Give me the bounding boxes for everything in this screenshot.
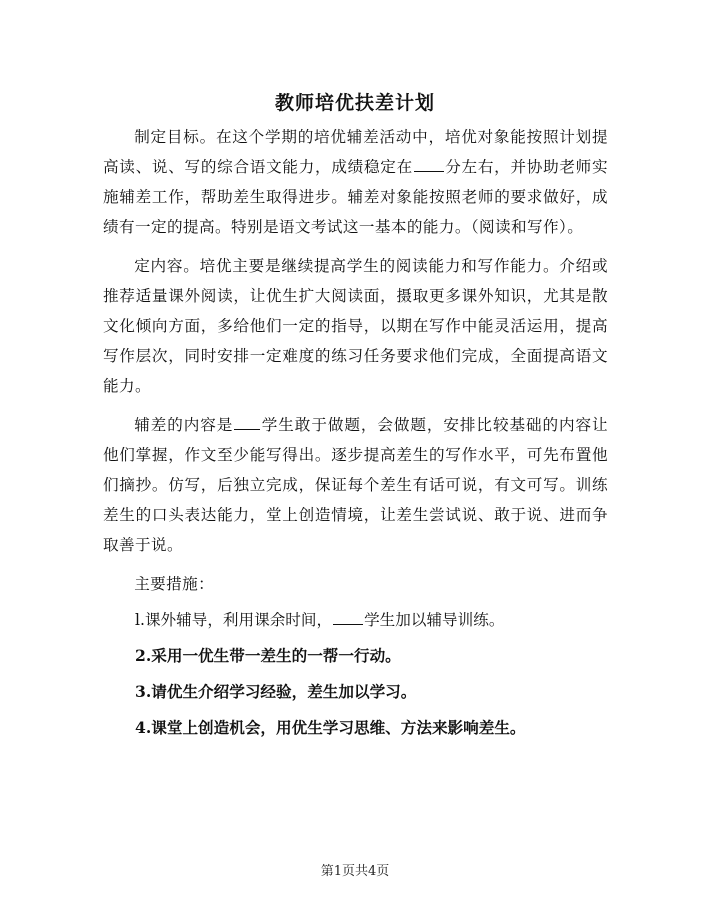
paragraph-remedial: [103, 410, 608, 560]
fill-in-blank: [333, 623, 363, 625]
measure-item-1: [103, 605, 608, 635]
measures-heading: 主要措施：: [134, 575, 215, 593]
document-body: [103, 122, 608, 743]
paragraph-goals-text-b: 分左右，并协助老师实施辅差工作，帮助差生取得进步。辅差对象能按照老师的要求做好，成绩有一定的提高。特别是语文考试这一基本的能力。（阅读和写作）。: [103, 158, 608, 236]
paragraph-content: 定内容。培优主要是继续提高学生的阅读能力和写作能力。介绍或推荐适量课外阅读，让优生扩大阅读面，摄取更多课外知识，尤其是散文化倾向方面，多给他们一定的指导，以期在写作中能灵活运用，提高写作层次，同时安排一定难度的练习任务要求他们完成，全面提高语文能力。: [103, 257, 608, 395]
paragraph-remedial-text-b: 学生敢于做题，会做题，安排比较基础的内容让他们掌握，作文至少能写得出。逐步提高差生的写作水平，可先布置他们摘抄。仿写，后独立完成，保证每个差生有话可说，有文可写。训练差生的口头表达能力，堂上创造情境，让差生尝试说、敢于说、进而争取善于说。: [103, 416, 608, 554]
fill-in-blank: [414, 170, 444, 172]
measure-item-1-text-a: l.课外辅导，利用课余时间，: [135, 611, 333, 629]
page-number: 第1页共4页: [320, 864, 390, 879]
paragraph-remedial-text-a: 辅差的内容是: [134, 416, 234, 434]
measure-item-2: 2.采用一优生带一差生的一帮一行动。: [135, 646, 401, 665]
measure-item-1-text-b: 学生加以辅导训练。: [364, 611, 505, 629]
document-title: 教师培优扶差计划: [274, 92, 435, 114]
measure-item-3: 3.请优生介绍学习经验，差生加以学习。: [135, 682, 417, 701]
measure-item-4: 4.课堂上创造机会，用优生学习思维、方法来影响差生。: [135, 718, 526, 737]
fill-in-blank: [234, 428, 260, 430]
paragraph-goals-text-a: 制定目标。在这个学期的培优辅差活动中，培优对象能按照计划提高读、说、写的综合语文能力，成绩稳定在: [103, 128, 608, 176]
paragraph-goals: [103, 122, 608, 242]
